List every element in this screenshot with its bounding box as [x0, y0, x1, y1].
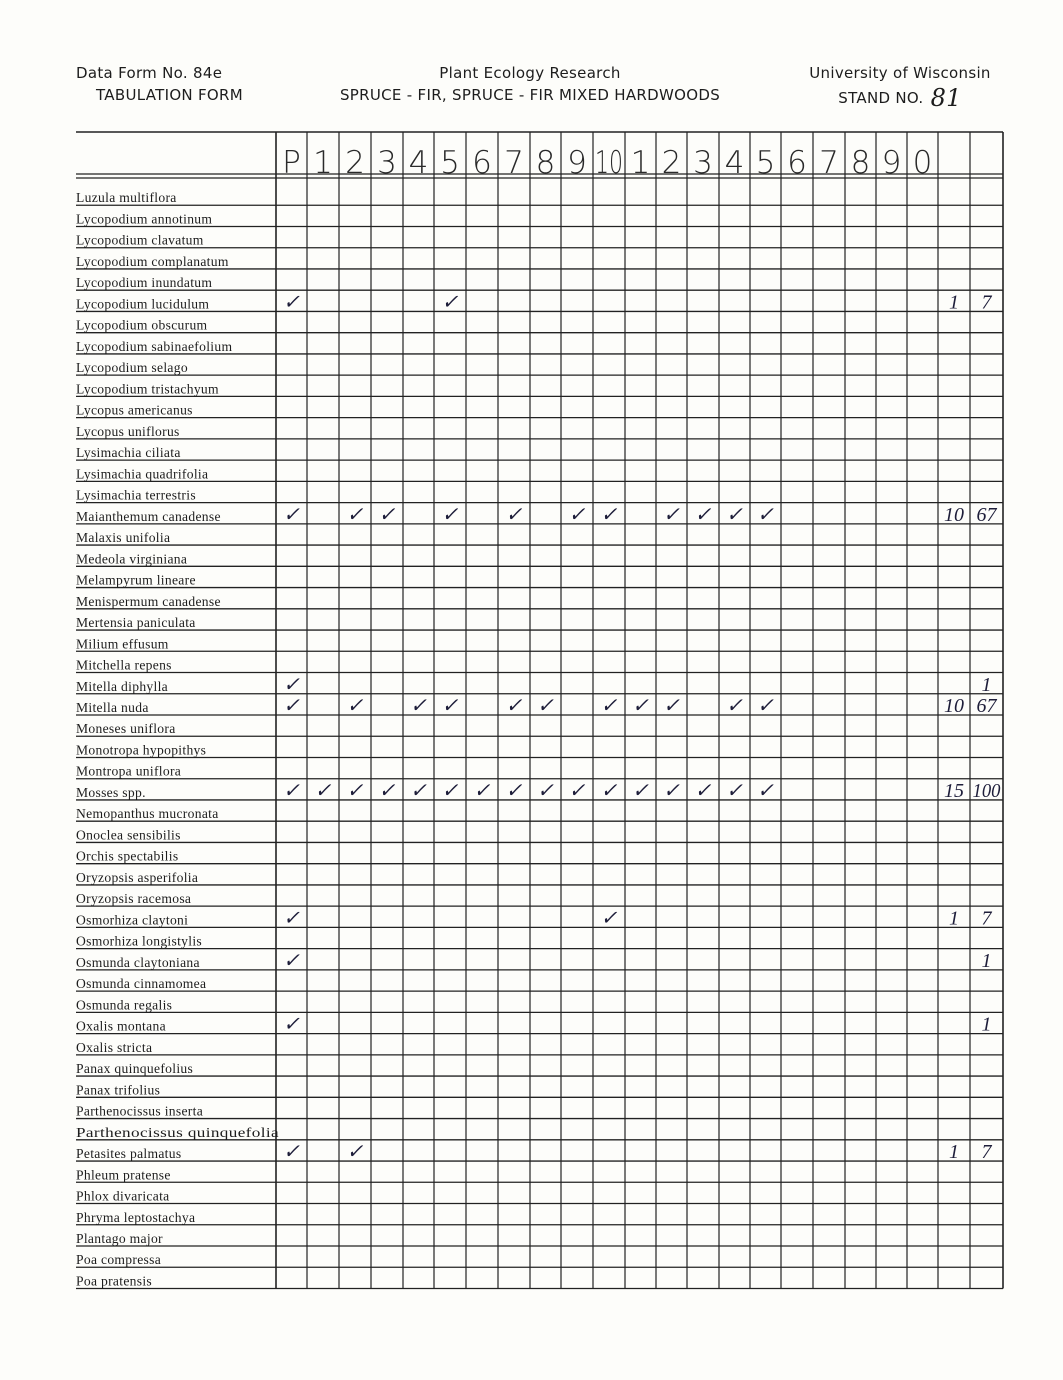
species-name: Milium effusum	[76, 636, 169, 652]
column-header-3: 3	[377, 145, 397, 181]
species-name: Melampyrum lineare	[76, 572, 196, 588]
plot-check-mark: ✓	[441, 695, 459, 717]
plot-check-mark: ✓	[314, 779, 332, 802]
species-name: Parthenocissus inserta	[76, 1103, 204, 1119]
frequency-percent: 7	[981, 1141, 992, 1164]
plot-check-mark: ✓	[537, 695, 554, 717]
species-name: Lycopodium obscurum	[76, 317, 208, 333]
plot-check-mark: ✓	[663, 779, 680, 802]
frequency-count: 1	[949, 907, 959, 930]
frequency-percent: 7	[981, 907, 992, 930]
species-name: Poa pratensis	[76, 1273, 153, 1289]
plot-check-mark: ✓	[632, 695, 649, 717]
plot-check-mark: ✓	[505, 695, 523, 717]
forest-type-title: SPRUCE - FIR, SPRUCE - FIR MIXED HARDWOODS	[339, 86, 721, 104]
plot-check-mark: ✓	[663, 695, 680, 717]
species-name: Lycopodium tristachyum	[76, 381, 219, 397]
column-header-15: 5	[755, 145, 776, 181]
species-name: Luzula multiflora	[76, 190, 177, 206]
plot-check-mark: ✓	[283, 673, 300, 696]
species-name: Lycopus uniflorus	[76, 423, 180, 439]
species-name: Malaxis unifolia	[76, 530, 171, 546]
species-name: Oryzopsis asperifolia	[76, 869, 199, 885]
species-name: Onoclea sensibilis	[76, 827, 181, 843]
species-name: Mosses spp.	[76, 784, 146, 800]
plot-check-mark: ✓	[473, 779, 491, 802]
species-name: Mitella diphylla	[76, 678, 169, 694]
plot-check-mark: ✓	[283, 779, 300, 802]
species-name: Plantago major	[76, 1231, 163, 1246]
plot-check-mark: ✓	[757, 503, 774, 526]
species-name: Osmorhiza longistylis	[76, 933, 202, 949]
species-name: Lycopodium lucidulum	[76, 296, 210, 312]
plot-check-mark: ✓	[505, 503, 523, 526]
plot-check-mark: ✓	[600, 907, 618, 930]
frequency-percent: 100	[972, 779, 1001, 802]
species-name: Osmunda regalis	[76, 997, 173, 1013]
species-name: Oxalis stricta	[76, 1039, 153, 1055]
frequency-percent: 67	[976, 695, 997, 717]
stand-number-value: 81	[930, 84, 962, 112]
species-name: Mitchella repens	[76, 657, 172, 673]
species-name: Lysimachia quadrifolia	[76, 466, 209, 482]
plot-check-mark: ✓	[757, 695, 774, 717]
species-name: Lycopodium selago	[76, 360, 188, 376]
frequency-percent: 1	[981, 949, 992, 972]
plot-check-mark: ✓	[600, 779, 618, 802]
species-name: Phlox divaricata	[76, 1188, 170, 1204]
plot-check-mark: ✓	[505, 779, 523, 802]
plot-check-mark: ✓	[283, 907, 300, 930]
frequency-count: 15	[944, 779, 964, 802]
column-header-8: 8	[535, 145, 556, 181]
plot-check-mark: ✓	[441, 503, 459, 526]
plot-check-mark: ✓	[346, 503, 364, 526]
plot-check-mark: ✓	[283, 291, 300, 314]
plot-check-mark: ✓	[378, 779, 396, 802]
species-name: Lycopodium clavatum	[76, 232, 204, 248]
plot-check-mark: ✓	[346, 1141, 364, 1164]
species-name: Phleum pratense	[76, 1167, 171, 1183]
species-name: Mertensia paniculata	[76, 615, 196, 631]
frequency-count: 1	[949, 1141, 959, 1164]
frequency-count: 1	[949, 291, 959, 314]
frequency-percent: 7	[981, 291, 992, 314]
plot-check-mark: ✓	[283, 1013, 300, 1036]
species-name: Lycopodium sabinaefolium	[76, 338, 233, 354]
species-name: Parthenocissus quinquefolia	[76, 1124, 279, 1140]
plot-check-mark: ✓	[726, 695, 743, 717]
plot-check-mark: ✓	[410, 695, 427, 717]
species-name: Lycopodium complanatum	[76, 253, 229, 269]
species-name: Lycopus americanus	[76, 402, 193, 418]
plot-check-mark: ✓	[600, 695, 618, 717]
plot-check-mark: ✓	[694, 503, 712, 526]
column-header-6: 6	[472, 145, 492, 181]
stand-number-label: STAND NO.	[838, 89, 924, 107]
species-name: Osmunda claytoniana	[76, 954, 200, 970]
frequency-percent: 1	[981, 1013, 992, 1036]
frequency-percent: 1	[981, 673, 992, 696]
column-header-18: 8	[850, 145, 871, 181]
plot-check-mark: ✓	[694, 779, 712, 802]
column-header-16: 6	[787, 145, 807, 181]
frequency-count: 10	[944, 695, 964, 717]
column-header-4: 4	[408, 145, 429, 181]
plot-check-mark: ✓	[378, 503, 396, 526]
plot-check-mark: ✓	[632, 779, 649, 802]
plot-check-mark: ✓	[441, 291, 459, 314]
species-name: Orchis spectabilis	[76, 848, 179, 864]
column-header-9: 9	[567, 145, 587, 181]
plot-check-mark: ✓	[441, 779, 459, 802]
plot-check-mark: ✓	[568, 779, 586, 802]
species-name: Lycopodium annotinum	[76, 211, 213, 227]
column-header-0: P	[282, 145, 301, 181]
column-header-1: 1	[313, 145, 333, 181]
research-title: Plant Ecology Research	[439, 64, 621, 82]
species-name: Nemopanthus mucronata	[76, 806, 219, 822]
species-name: Mitella nuda	[76, 700, 149, 715]
column-header-19: 9	[881, 145, 902, 181]
species-name: Oryzopsis racemosa	[76, 891, 192, 907]
plot-check-mark: ✓	[537, 779, 554, 802]
species-name: Moneses uniflora	[76, 721, 176, 737]
column-header-10: 10	[595, 145, 623, 181]
plot-check-mark: ✓	[568, 503, 586, 526]
plot-check-mark: ✓	[663, 503, 680, 526]
species-name: Lysimachia ciliata	[76, 445, 181, 461]
column-header-5: 5	[440, 145, 460, 181]
column-header-14: 4	[724, 145, 745, 181]
plot-check-mark: ✓	[726, 779, 743, 802]
column-header-11: 1	[630, 145, 651, 181]
species-name: Panax trifolius	[76, 1082, 161, 1098]
species-name: Poa compressa	[76, 1252, 162, 1268]
plot-check-mark: ✓	[600, 503, 618, 526]
plot-check-mark: ✓	[283, 503, 300, 526]
plot-check-mark: ✓	[726, 503, 743, 526]
plot-check-mark: ✓	[346, 695, 364, 717]
species-name: Montropa uniflora	[76, 763, 182, 779]
plot-check-mark: ✓	[757, 779, 774, 802]
institution-name: University of Wisconsin	[809, 64, 991, 82]
column-header-12: 2	[661, 145, 682, 181]
plot-check-mark: ✓	[346, 779, 364, 802]
species-name: Maianthemum canadense	[76, 508, 221, 524]
species-name: Phryma leptostachya	[76, 1209, 196, 1225]
column-header-13: 3	[693, 145, 713, 181]
frequency-percent: 67	[976, 503, 997, 526]
column-header-7: 7	[504, 145, 524, 181]
form-number: Data Form No. 84e	[76, 64, 223, 82]
species-name: Oxalis montana	[76, 1018, 166, 1034]
column-header-20: 0	[912, 145, 933, 181]
plot-check-mark: ✓	[283, 1141, 300, 1164]
species-name: Petasites palmatus	[76, 1146, 182, 1162]
frequency-count: 10	[944, 503, 964, 526]
species-name: Menispermum canadense	[76, 593, 221, 609]
species-name: Lycopodium inundatum	[76, 275, 213, 291]
form-type: TABULATION FORM	[96, 86, 244, 104]
plot-check-mark: ✓	[283, 695, 300, 717]
species-name: Panax quinquefolius	[76, 1061, 194, 1077]
species-name: Monotropa hypopithys	[76, 742, 207, 758]
species-name: Osmorhiza claytoni	[76, 912, 189, 928]
plot-check-mark: ✓	[283, 949, 300, 972]
column-header-17: 7	[819, 145, 839, 181]
column-header-2: 2	[345, 145, 365, 181]
species-name: Lysimachia terrestris	[76, 487, 196, 503]
species-name: Osmunda cinnamomea	[76, 976, 207, 992]
species-name: Medeola virginiana	[76, 551, 188, 567]
plot-check-mark: ✓	[410, 779, 427, 802]
